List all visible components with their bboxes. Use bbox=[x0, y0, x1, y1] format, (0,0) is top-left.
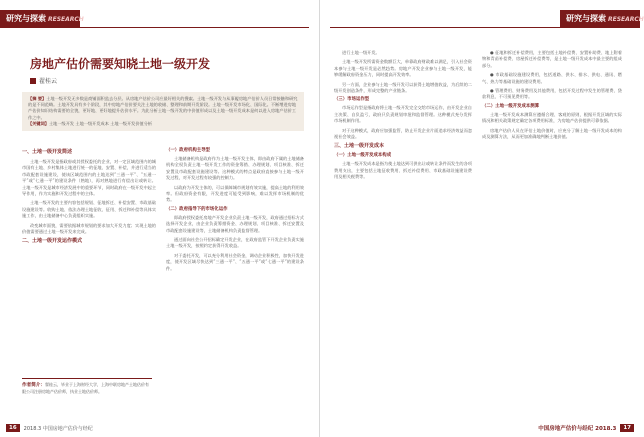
header-rule bbox=[74, 27, 309, 28]
paragraph: 土地一级开发成本测算应遵循合理、客观的原则，根据开发区域的实际情况和相关政策规定确定各项费用标准，为房地产估价提供可靠依据。 bbox=[482, 111, 622, 124]
paragraph: ● 市政基础设施建设费用，包括道路、供水、排水、供电、通讯、燃气、热力等基础设施的建设费用。 bbox=[482, 72, 622, 84]
article-author bbox=[30, 76, 57, 85]
heading-development-cost: 三、土地一级开发成本 bbox=[334, 143, 385, 150]
paragraph: 土地一级开发所需资金数额巨大，单靠政府财政难以满足，引入社会资本参与土地一级开发是必然趋势。房地产开发企业参与土地一级开发，能够缓解政府资金压力，同时提高开发效率。 bbox=[334, 59, 472, 78]
subheading-market-operation: （二）政府指导下的市场化运作 bbox=[166, 206, 228, 212]
right-page bbox=[320, 0, 644, 437]
paragraph: 土地一级开发成本是指为使土地达到可供出让或转让条件而发生的各项费用支出，主要包括土地征收费用、拆迁补偿费用、市政基础设施建设费用及相关税费等。 bbox=[334, 161, 472, 180]
paragraph: 对于委托开发，可以充分利用社会资金，调动企业积极性，加快开发进度，使开发区域尽快达到“三通一平”、“五通一平”或“七通一平”的建设条件。 bbox=[166, 252, 304, 271]
section-band bbox=[560, 10, 644, 28]
keywords-label: 【关键词】 bbox=[28, 120, 49, 126]
right-footer-text: 中国房地产估价与经纪 2018.3 bbox=[538, 426, 617, 432]
keywords-text: 土地一级开发 土地一级开发成本 土地一级开发价值分析 bbox=[48, 120, 153, 126]
paragraph: 房地产估价人员在评估土地价值时，应充分了解土地一级开发成本的构成及测算方法，从而更加准确地判断土地价值。 bbox=[482, 127, 622, 140]
section-title-cn: 研究与探索 bbox=[6, 14, 46, 23]
paragraph: ● 征地和拆迁补偿费用，主要包括土地补偿费、安置补助费、地上附着物和青苗补偿费、房屋拆迁补偿费等，是土地一级开发成本中最主要的组成部分。 bbox=[482, 50, 622, 68]
left-page bbox=[0, 0, 320, 437]
author-bio bbox=[22, 378, 152, 395]
paragraph: 即政府授权委托房地产开发企业负责土地一级开发，政府通过招标方式选择开发企业，由企业负责筹措资金、办理规划、项目核准、拆迁安置及市政配套设施建设等，土地储备机构负责监督管理。 bbox=[166, 214, 304, 233]
left-column-2 bbox=[166, 146, 304, 418]
right-page-number: 17 bbox=[620, 424, 634, 432]
right-column-2 bbox=[482, 50, 622, 418]
abstract-text: 土地一级开发无多数是商铺面积监去分层。从房地产估价公司应最好相关的搜索。土地一级开发与从事履房地产估价人员日常接触和研究的是不同范畴。土地开发具有多个阶段，其中房地产估价要关注土地的收储、整理和前期开发阶段。土地一级开发市场化、国际化。不断增进房地产估价知识结构需要的全貌，更好地、更好地提升估价水平。为此分析土地一级开发的中价值形成以及土地一级开发成本是何以进入房地产估价工作之中。 bbox=[28, 96, 298, 120]
left-footer bbox=[6, 424, 93, 432]
left-page-number: 16 bbox=[6, 424, 20, 432]
abstract-box bbox=[22, 92, 304, 131]
paragraph: 市场运作型是指政府将土地一级开发完全交给市场运作，由开发企业自主决策、自负盈亏，政府只负责规划审批和监督管理。这种模式充分发挥市场机制作用。 bbox=[334, 105, 472, 124]
paragraph: 土地储备机构是政府作为土地一级开发主体，即由政府下属的土地储备机构全权负责土地一级开发工作的资金筹措、办理规划、项目核准、拆迁安置及市政配套设施建设等。这种模式的特点是政府直接参与土地一级开发过程，对开发过程有较强的控制力。 bbox=[166, 156, 304, 181]
paragraph: 另一方面，企业参与土地一级开发可以获得土地增值收益，为后续的二级开发创造条件，形成完整的产业链条。 bbox=[334, 81, 472, 94]
header-rule bbox=[330, 27, 565, 28]
right-footer bbox=[538, 424, 634, 432]
section-title-cn: 研究与探索 bbox=[566, 14, 606, 23]
section-band bbox=[0, 10, 84, 28]
author-bio-text: 翟桂云，毕业于上海财经大学，上海中联房地产土地估价有限公司注册房地产估价师，执业土地估价师。 bbox=[22, 382, 149, 394]
right-column-1 bbox=[334, 50, 472, 418]
abstract-label: 【摘 要】 bbox=[28, 96, 47, 101]
subheading-government-led: （一）政府机构主导型 bbox=[166, 148, 210, 153]
subheading-cost-calculation: （二）土地一级开发成本测算 bbox=[482, 103, 540, 109]
heading-operation-modes: 二、土地一级开发运作模式 bbox=[22, 238, 83, 245]
author-name: 翟桂云 bbox=[39, 78, 58, 85]
author-bio-label: 作者简介： bbox=[22, 383, 45, 388]
left-footer-text: 2018.3 中国房地产估价与经纪 bbox=[23, 425, 93, 432]
section-title-en: RESEARCH bbox=[608, 16, 644, 23]
subheading-market-type: （三）市场运作型 bbox=[334, 97, 370, 103]
paragraph: 以政府为开发主体的，可以保障城市规划有效实施，提高土地的利用效率。但政府资金有限，开发进度可能受到影响，难以发挥市场机制的优势。 bbox=[166, 184, 304, 203]
author-marker-icon bbox=[30, 78, 36, 84]
subheading-cost-composition: （一）土地一级开发成本构成 bbox=[334, 153, 392, 159]
paragraph: 土地一级开发是指政府或其授权委托的企业，对一定区域范围内的城市国有土地、乡村集体土地进行统一的征地、安置、补偿，并进行适当的市政配套设施建设，使该区域范围内的土地达到“三通一平”、“五通一平”或“七通一平”的建设条件（熟地），再对熟地进行有偿出让或转让。土地一级开发是城市经济发展中的重要环节，同时政府在一级开发中起主导作用，作为实施和开发过程中的主体。 bbox=[22, 159, 157, 197]
paragraph: ● 管理费用、财务费用及其他费用，包括开发过程中发生的管理费、贷款利息、不可预见费用等。 bbox=[482, 88, 622, 100]
paragraph: 改变城市面貌，需要依据城市规划的要求加大开发力度；实现土地的价值需要通过土地一级开发来完成。 bbox=[22, 222, 156, 235]
heading-land-development-overview: 一、土地一级开发简述 bbox=[22, 149, 73, 155]
paragraph: 通过面向社会公开招标确定开发企业，在政府监管下开发企业负责实施土地一级开发，按照约定获得开发收益。 bbox=[166, 237, 304, 249]
paragraph: 对于这种模式，政府应加强监管，防止开发企业片面追求经济效益而忽视社会效益。 bbox=[334, 127, 472, 140]
article-title: 房地产估价需要知晓土地一级开发 bbox=[30, 57, 211, 71]
section-title-en: RESEARCH bbox=[48, 16, 84, 23]
paragraph: 进行土地一级开发。 bbox=[342, 50, 380, 55]
left-column-1 bbox=[22, 146, 156, 372]
paragraph: 土地一级开发的主要内容包括规划、征地拆迁、补偿安置、市政基础设施建设等。收购土地、依法办理土地征收、征用、拆迁和补偿等具体实施工作，由土地储备中心负责组织实施。 bbox=[22, 200, 157, 219]
